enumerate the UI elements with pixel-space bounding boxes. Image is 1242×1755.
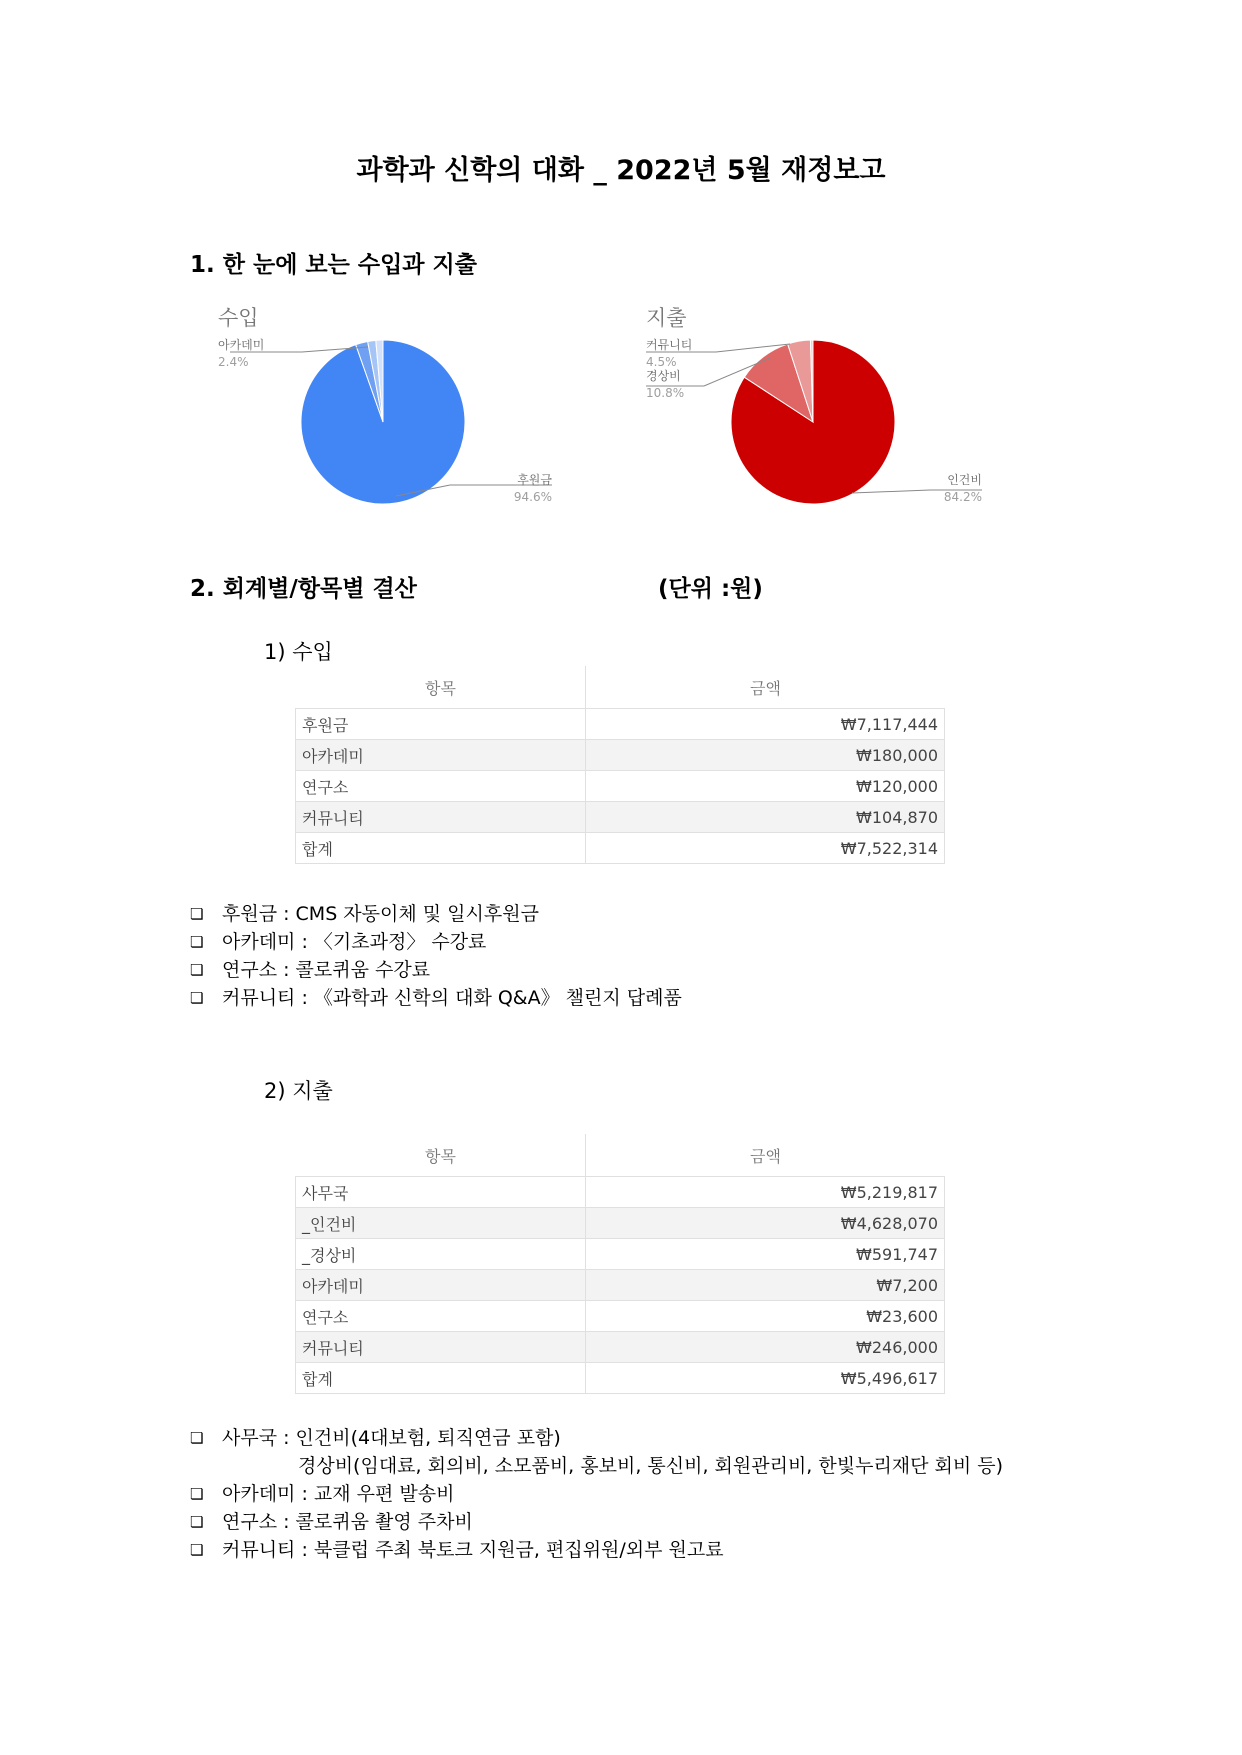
checkbox-icon: ❏ <box>190 1485 204 1503</box>
income-item: 후원금 <box>296 709 586 740</box>
expense-amount: ₩246,000 <box>586 1332 945 1363</box>
expense-item: 사무국 <box>296 1177 586 1208</box>
expense-amount: ₩591,747 <box>586 1239 945 1270</box>
expense-item: 아카데미 <box>296 1270 586 1301</box>
note-text: 경상비(임대료, 회의비, 소모품비, 홍보비, 통신비, 회원관리비, 한빛누리재단 회비 등) <box>298 1455 1004 1477</box>
note-text: 아카데미 : 〈기초과정〉 수강료 <box>222 931 487 953</box>
table-row <box>296 1239 945 1270</box>
list-item <box>190 928 682 956</box>
table-row <box>296 802 945 833</box>
note-text: 커뮤니티 : 북클럽 주최 북토크 지원금, 편집위원/외부 원고료 <box>222 1539 724 1561</box>
income-item: 연구소 <box>296 771 586 802</box>
expense-label-personnel: 인건비 <box>947 473 982 487</box>
note-text: 사무국 : 인건비(4대보험, 퇴직연금 포함) <box>222 1427 561 1449</box>
expense-chart-title: 지출 <box>646 306 687 330</box>
income-pct-academy: 2.4% <box>218 355 249 369</box>
expense-label-operating: 경상비 <box>646 369 681 383</box>
income-chart-title: 수입 <box>218 306 259 330</box>
income-amount: ₩180,000 <box>586 740 945 771</box>
expense-item: 합계 <box>296 1363 586 1394</box>
income-amount: ₩7,522,314 <box>586 833 945 864</box>
expense-item: 커뮤니티 <box>296 1332 586 1363</box>
checkbox-icon: ❏ <box>190 1541 204 1559</box>
expense-amount: ₩23,600 <box>586 1301 945 1332</box>
expense-table <box>295 1134 945 1394</box>
expense-label-community: 커뮤니티 <box>646 338 693 352</box>
expense-amount: ₩7,200 <box>586 1270 945 1301</box>
table-row <box>296 1301 945 1332</box>
income-pct-donation: 94.6% <box>513 490 552 504</box>
note-text: 연구소 : 콜로퀴움 촬영 주차비 <box>222 1511 473 1533</box>
expense-item: _인건비 <box>296 1208 586 1239</box>
list-item <box>190 1536 1003 1564</box>
expense-amount: ₩5,219,817 <box>586 1177 945 1208</box>
note-text: 커뮤니티 : 《과학과 신학의 대화 Q&A》 챌린지 답례품 <box>222 987 682 1009</box>
income-notes <box>190 900 682 1012</box>
page-title: 과학과 신학의 대화 _ 2022년 5월 재정보고 <box>356 155 886 186</box>
income-item: 커뮤니티 <box>296 802 586 833</box>
table-row <box>296 1270 945 1301</box>
note-text: 후원금 : CMS 자동이체 및 일시후원금 <box>222 903 539 925</box>
list-item <box>190 1480 1003 1508</box>
list-item <box>190 984 682 1012</box>
expense-item: 연구소 <box>296 1301 586 1332</box>
list-item <box>190 1424 1003 1452</box>
section2-heading: 2. 회계별/항목별 결산 <box>190 576 417 602</box>
list-item <box>190 956 682 984</box>
unit-label: (단위 :원) <box>658 576 763 602</box>
checkbox-icon: ❏ <box>190 1429 204 1447</box>
expense-heading: 2) 지출 <box>264 1079 333 1103</box>
section1-heading: 1. 한 눈에 보는 수입과 지출 <box>190 252 477 278</box>
income-table <box>295 666 945 864</box>
income-col-amount: 금액 <box>750 678 781 698</box>
table-row <box>296 740 945 771</box>
table-row <box>296 1177 945 1208</box>
table-row <box>296 771 945 802</box>
income-item: 합계 <box>296 833 586 864</box>
income-amount: ₩120,000 <box>586 771 945 802</box>
table-row <box>296 709 945 740</box>
expense-pct-community: 4.5% <box>646 355 677 369</box>
expense-pct-operating: 10.8% <box>646 386 685 400</box>
note-text: 연구소 : 콜로퀴움 수강료 <box>222 959 431 981</box>
checkbox-icon: ❏ <box>190 905 204 923</box>
table-row <box>296 833 945 864</box>
checkbox-icon: ❏ <box>190 989 204 1007</box>
note-text: 아카데미 : 교재 우편 발송비 <box>222 1483 455 1505</box>
checkbox-icon: ❏ <box>190 1513 204 1531</box>
expense-pct-personnel: 84.2% <box>943 490 982 504</box>
list-item <box>190 1452 1003 1480</box>
income-col-item: 항목 <box>296 666 586 709</box>
expense-col-amount: 금액 <box>750 1146 781 1166</box>
checkbox-icon: ❏ <box>190 961 204 979</box>
expense-col-item: 항목 <box>296 1134 586 1177</box>
table-row <box>296 1208 945 1239</box>
expense-amount: ₩5,496,617 <box>586 1363 945 1394</box>
income-label-donation: 후원금 <box>517 473 552 487</box>
expense-amount: ₩4,628,070 <box>586 1208 945 1239</box>
income-heading: 1) 수입 <box>264 640 333 664</box>
income-item: 아카데미 <box>296 740 586 771</box>
list-item <box>190 900 682 928</box>
expense-notes <box>190 1424 1003 1564</box>
expense-item: _경상비 <box>296 1239 586 1270</box>
table-row <box>296 1363 945 1394</box>
list-item <box>190 1508 1003 1536</box>
income-label-academy: 아카데미 <box>218 338 265 352</box>
checkbox-icon: ❏ <box>190 933 204 951</box>
income-amount: ₩104,870 <box>586 802 945 833</box>
table-row <box>296 1332 945 1363</box>
income-amount: ₩7,117,444 <box>586 709 945 740</box>
